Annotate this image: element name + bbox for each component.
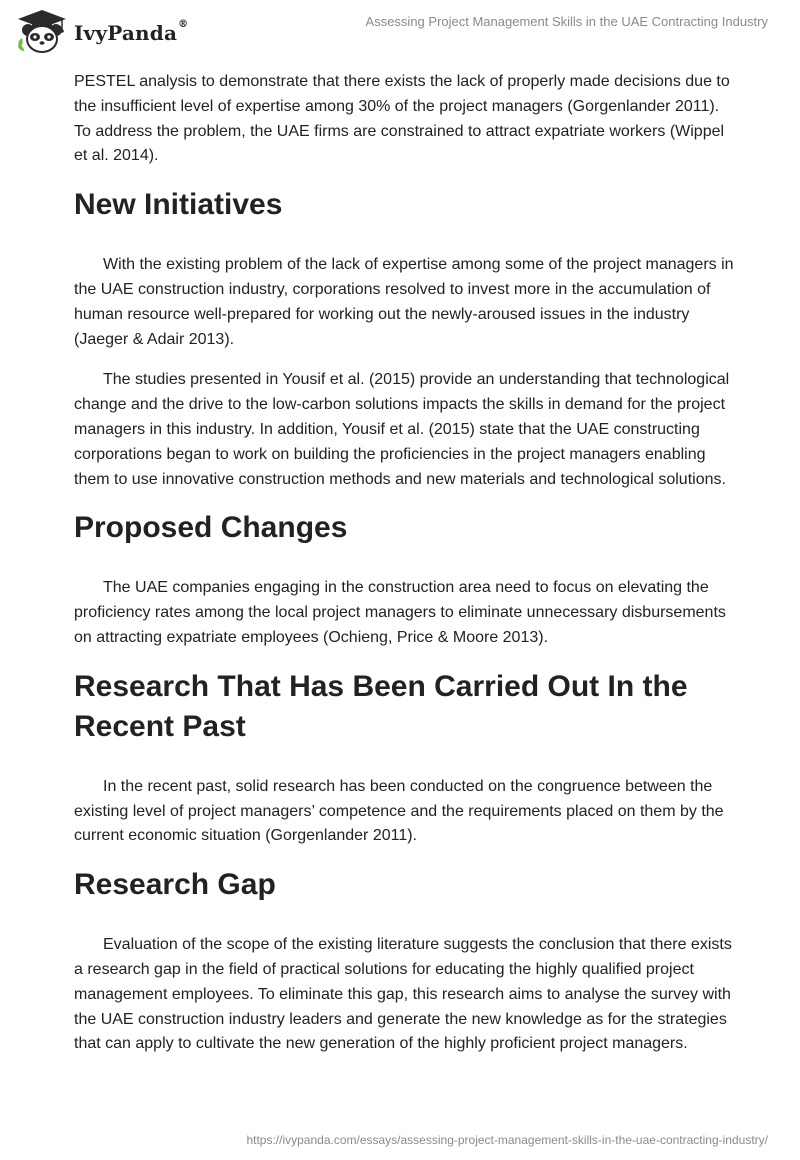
paragraph-research-gap: Evaluation of the scope of the existing literature suggests the conclusion that there exists a research gap in the field of practical solutions for educating the highly qualified project management employees. To eliminate this gap, this research aims to analyse the survey with the UAE construction industry leaders and generate the new knowledge as for the strategies that can apply to cultivate the new generation of the highly proficient project managers. [74, 936, 732, 1053]
heading-research-gap: Research Gap [74, 868, 276, 902]
registered-mark: ® [178, 19, 189, 30]
panda-graduate-icon [14, 8, 70, 54]
paragraph-proposed-changes: The UAE companies engaging in the construction area need to focus on elevating the proficiency rates among the local project managers to eliminate unnecessary disbursements on attracting expatriate employees (Ochieng, Price & Moore 2013). [74, 579, 726, 646]
heading-research-recent-past: Research That Has Been Carried Out In the Recent Past [74, 669, 688, 743]
document-title: Assessing Project Management Skills in the UAE Contracting Industry [365, 14, 768, 29]
source-url-link[interactable]: https://ivypanda.com/essays/assessing-project-management-skills-in-the-uae-contracting-industry/ [246, 1133, 768, 1147]
paragraph-research-recent-past: In the recent past, solid research has been conducted on the congruence between the existing level of project managers’ competence and the requirements placed on them by the current economic situation (Gorgenlander 2011). [74, 777, 724, 845]
heading-new-initiatives: New Initiatives [74, 188, 283, 222]
brand-name: IvyPanda® [74, 19, 189, 45]
paragraph-new-initiatives-1: With the existing problem of the lack of expertise among some of the project managers in the UAE construction industry, corporations resolved to invest more in the accumulation of human resource well-prepared for working out the newly-aroused issues in the industry (Jaeger & Adair 2013). [74, 256, 734, 348]
essay-body [74, 70, 734, 1073]
paragraph-intro: PESTEL analysis to demonstrate that there exists the lack of properly made decisions due to the insufficient level of expertise among 30% of the project managers (Gorgenlander 2011). To address the problem, the UAE firms are constrained to attract expatriate workers (Wippel et al. 2014). [74, 73, 730, 165]
page-header [0, 0, 800, 60]
paragraph-new-initiatives-2: The studies presented in Yousif et al. (2015) provide an understanding that technological change and the drive to the low-carbon solutions impacts the skills in demand for the project managers in this industry. In addition, Yousif et al. (2015) state that the UAE constructing corporations began to work on building the proficiencies in the project managers enabling them to use innovative construction methods and new materials and technological solutions. [74, 371, 730, 488]
heading-proposed-changes: Proposed Changes [74, 511, 348, 545]
ivypanda-logo[interactable] [14, 8, 188, 54]
